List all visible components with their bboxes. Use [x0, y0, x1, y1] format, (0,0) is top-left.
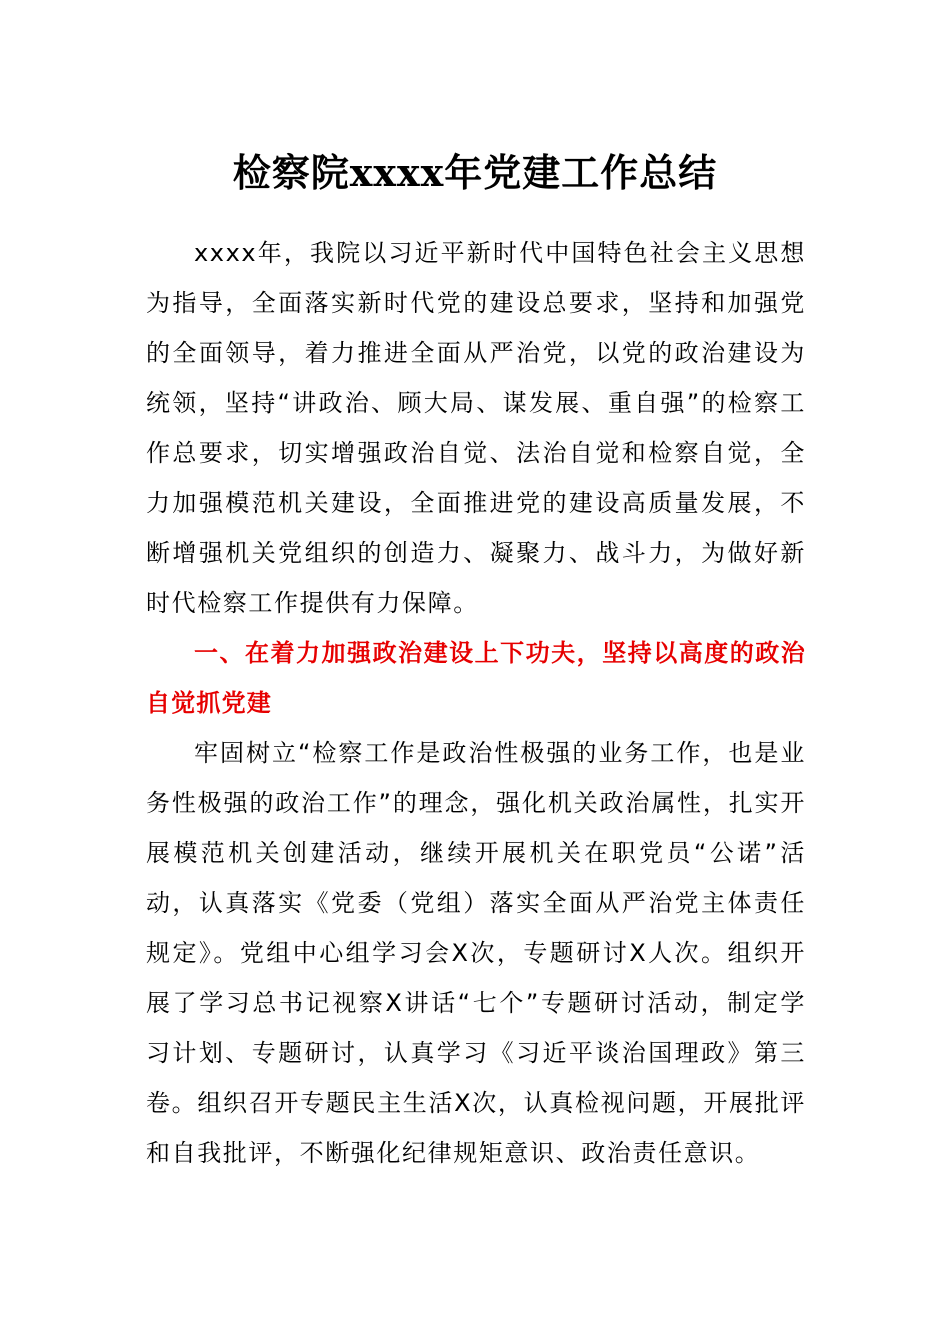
section-heading-1: 一、在着力加强政治建设上下功夫，坚持以高度的政治自觉抓党建: [146, 639, 806, 717]
document-body: [146, 228, 806, 1178]
section-1-paragraph: 牢固树立“检察工作是政治性极强的业务工作，也是业务性极强的政治工作”的理念，强化机关政治属性，扎实开展模范机关创建活动，继续开展机关在职党员“公诺”活动，认真落实《党委（党组）落实全面从严治党主体责任规定》。党组中心组学习会X次，专题研讨X人次。组织开展了学习总书记视察X讲话“七个”专题研讨活动，制定学习计划、专题研讨，认真学习《习近平谈治国理政》第三卷。组织召开专题民主生活X次，认真检视问题，开展批评和自我批评，不断强化纪律规矩意识、政治责任意识。: [146, 739, 806, 1167]
document-title: 检察院xxxx年党建工作总结: [232, 150, 718, 195]
intro-paragraph: xxxx年，我院以习近平新时代中国特色社会主义思想为指导，全面落实新时代党的建设总要求，坚持和加强党的全面领导，着力推进全面从严治党，以党的政治建设为统领，坚持“讲政治、顾大局、谋发展、重自强”的检察工作总要求，切实增强政治自觉、法治自觉和检察自觉，全力加强模范机关建设，全面推进党的建设高质量发展，不断增强机关党组织的创造力、凝聚力、战斗力，为做好新时代检察工作提供有力保障。: [146, 239, 806, 617]
